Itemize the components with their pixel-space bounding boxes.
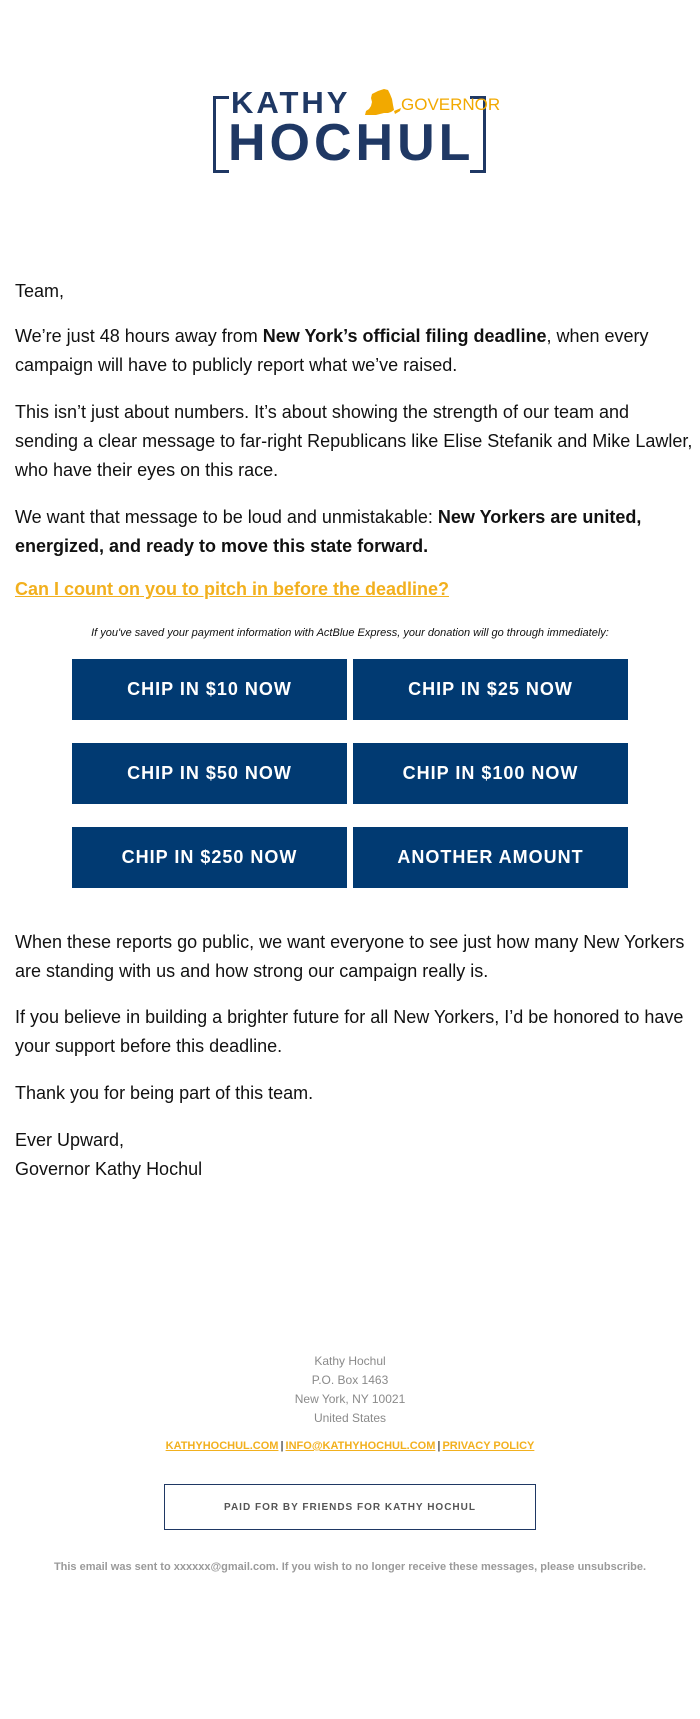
p1-part-c: , when every campaign will have to publicly report what we’ve raised. — [15, 326, 649, 375]
logo-first-name: KATHY — [231, 85, 351, 120]
signature-text: Governor Kathy Hochul — [15, 1159, 203, 1179]
paragraph-1-text — [15, 322, 695, 380]
footer-name: Kathy Hochul — [314, 1354, 386, 1368]
paragraph-3 — [15, 503, 695, 561]
paragraph-5 — [15, 1003, 695, 1061]
p1-bold-deadline: New York’s official filing deadline — [262, 326, 547, 346]
chip-in-10-button[interactable]: CHIP IN $10 NOW — [72, 659, 347, 720]
unsubscribe-notice: This email was sent to xxxxxx@gmail.com. If you wish to no longer receive these messages, please unsubscribe. — [53, 1561, 647, 1573]
paragraph-6-text: Thank you for being part of this team. — [15, 1083, 314, 1103]
website-link[interactable]: KATHYHOCHUL.COM — [165, 1440, 279, 1452]
footer-address — [0, 1352, 700, 1428]
paragraph-6 — [15, 1079, 695, 1108]
pitch-in-link[interactable]: Can I count on you to pitch in before the deadline? — [15, 579, 450, 599]
privacy-policy-link[interactable]: PRIVACY POLICY — [442, 1440, 535, 1452]
footer-po-box: P.O. Box 1463 — [311, 1373, 389, 1387]
paragraph-5-text: If you believe in building a brighter future for all New Yorkers, I’d be honored to have your support before this deadline. — [15, 1007, 684, 1056]
logo-bracket-left — [213, 96, 229, 173]
campaign-logo — [213, 85, 501, 175]
paragraph-2-text: This isn’t just about numbers. It’s about showing the strength of our team and sending a clear message to far-right Republicans like Elise Stefanik and Mike Lawler, who have their eyes on this race. — [15, 402, 693, 480]
paragraph-3-text — [15, 503, 695, 561]
actblue-express-note: If you've saved your payment information with ActBlue Express, your donation will go through immediately: — [91, 627, 609, 639]
signoff-block — [15, 1126, 695, 1184]
greeting-text: Team, — [15, 281, 65, 301]
signoff-text: Ever Upward, — [15, 1130, 125, 1150]
chip-in-25-button[interactable]: CHIP IN $25 NOW — [353, 659, 628, 720]
chip-in-250-button[interactable]: CHIP IN $250 NOW — [72, 827, 347, 888]
paragraph-4 — [15, 928, 695, 986]
footer-country: United States — [313, 1411, 387, 1425]
paragraph-4-text: When these reports go public, we want everyone to see just how many New Yorkers are standing with us and how strong our campaign really is. — [15, 932, 685, 981]
paid-for-disclaimer: PAID FOR BY FRIENDS FOR KATHY HOCHUL — [164, 1484, 536, 1530]
logo-last-name: HOCHUL — [228, 114, 475, 172]
footer-links — [0, 1440, 700, 1452]
logo-governor-label: GOVERNOR — [401, 95, 501, 114]
link-separator: | — [280, 1440, 284, 1452]
p1-part-a: We’re just 48 hours away from — [15, 326, 263, 346]
link-separator: | — [437, 1440, 441, 1452]
another-amount-button[interactable]: ANOTHER AMOUNT — [353, 827, 628, 888]
chip-in-50-button[interactable]: CHIP IN $50 NOW — [72, 743, 347, 804]
p3-bold-message: New Yorkers are united, energized, and ready to move this state forward. — [15, 507, 642, 556]
greeting — [15, 277, 695, 306]
paragraph-2 — [15, 398, 695, 485]
footer-city: New York, NY 10021 — [294, 1392, 406, 1406]
paragraph-1 — [15, 322, 695, 380]
chip-in-100-button[interactable]: CHIP IN $100 NOW — [353, 743, 628, 804]
p3-part-a: We want that message to be loud and unmistakable: — [15, 507, 438, 527]
email-link[interactable]: INFO@KATHYHOCHUL.COM — [285, 1440, 436, 1452]
